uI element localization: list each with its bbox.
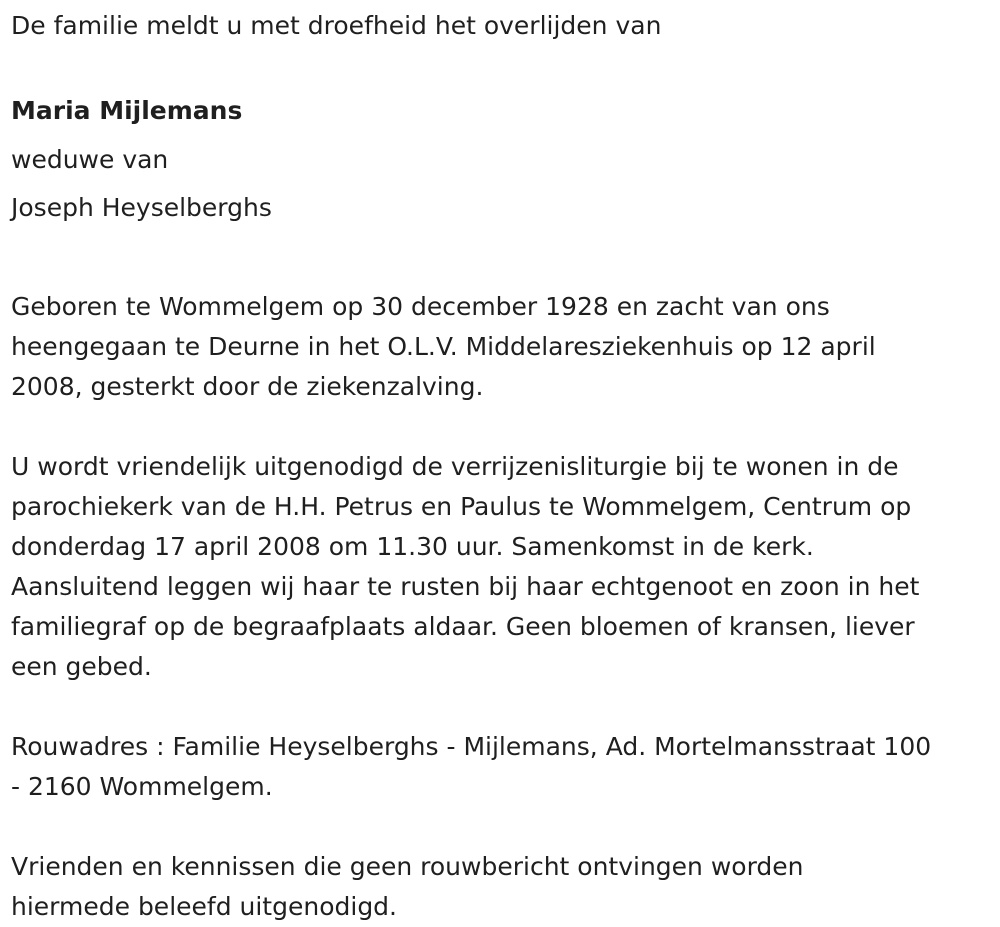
service-paragraph (11, 447, 991, 687)
paragraph-line: een gebed. (11, 652, 152, 681)
closing-paragraph (11, 847, 991, 927)
paragraph-line: 2008, gesterkt door de ziekenzalving. (11, 372, 484, 401)
paragraph-line: heengegaan te Deurne in het O.L.V. Middelaresziekenhuis op 12 april (11, 332, 876, 361)
paragraph-line: donderdag 17 april 2008 om 11.30 uur. Samenkomst in de kerk. (11, 532, 814, 561)
intro-text: De familie meldt u met droefheid het overlijden van (11, 11, 662, 40)
paragraph-line: Rouwadres : Familie Heyselberghs - Mijlemans, Ad. Mortelmansstraat 100 (11, 732, 932, 761)
paragraph-line: U wordt vriendelijk uitgenodigd de verrijzenisliturgie bij te wonen in de (11, 452, 899, 481)
paragraph-line: familiegraf op de begraafplaats aldaar. Geen bloemen of kransen, liever (11, 612, 915, 641)
relation-text: weduwe van (11, 145, 169, 174)
paragraph-line: hiermede beleefd uitgenodigd. (11, 892, 397, 921)
paragraph-line: Vrienden en kennissen die geen rouwbericht ontvingen worden (11, 852, 804, 881)
obituary-document (11, 0, 991, 927)
address-paragraph (11, 727, 991, 807)
paragraph-line: - 2160 Wommelgem. (11, 772, 273, 801)
paragraph-line: Aansluitend leggen wij haar te rusten bij haar echtgenoot en zoon in het (11, 572, 920, 601)
paragraph-line: Geboren te Wommelgem op 30 december 1928 en zacht van ons (11, 292, 830, 321)
paragraph-line: parochiekerk van de H.H. Petrus en Paulus te Wommelgem, Centrum op (11, 492, 912, 521)
deceased-name: Maria Mijlemans (11, 96, 243, 125)
spouse-name: Joseph Heyselberghs (11, 193, 272, 222)
birth-death-paragraph (11, 287, 991, 407)
